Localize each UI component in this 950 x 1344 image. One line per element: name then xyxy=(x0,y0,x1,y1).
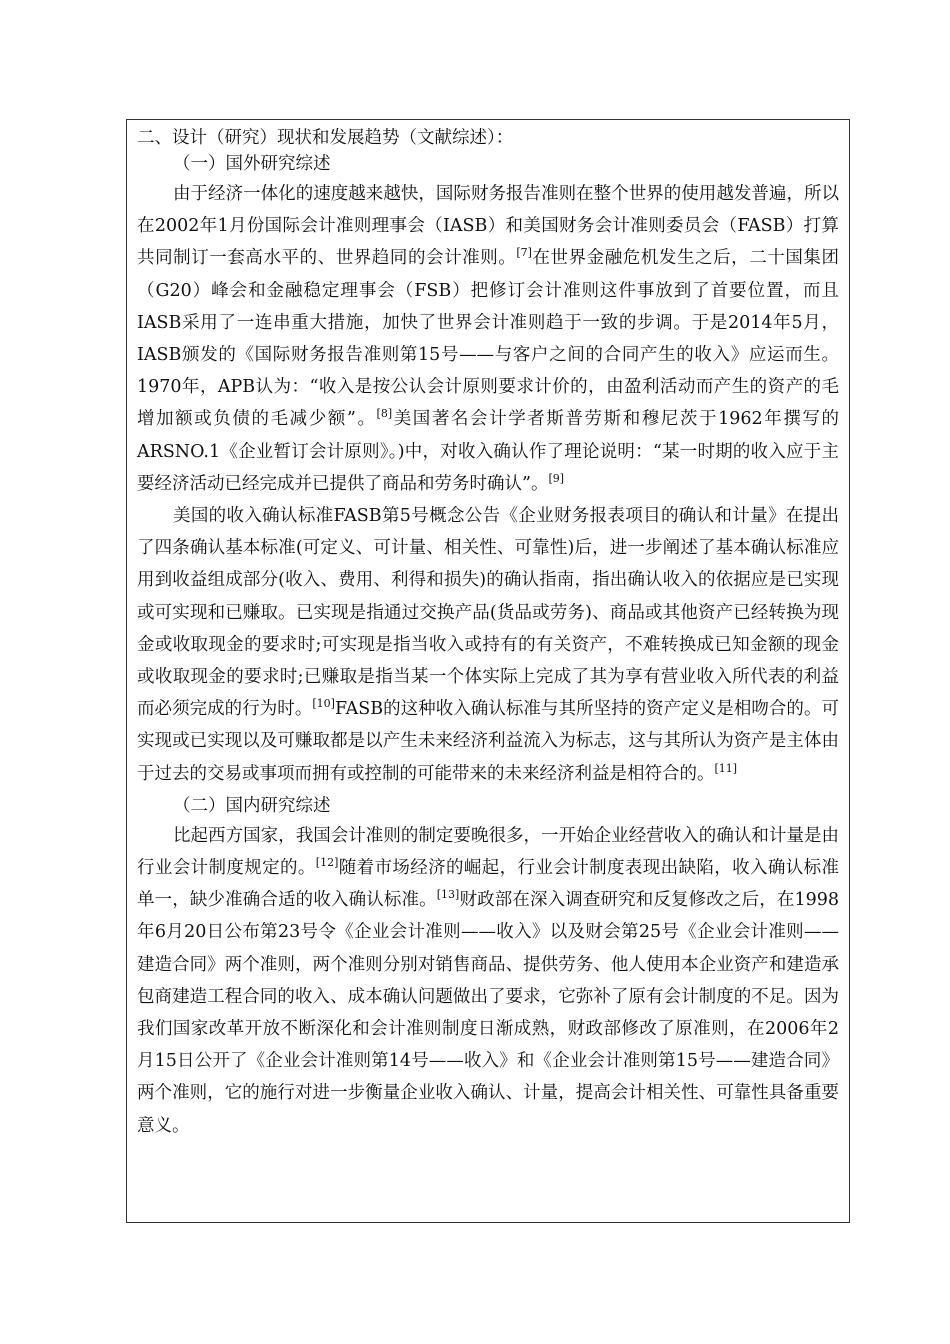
paragraph-text: FASB的这种收入确认标准与其所坚持的资产定义是相吻合的。可实现或已实现以及可赚取都是以产生未来经济利益流入为标志，这与其所认为资产是主体由于过去的交易或事项而拥有或控制的可能带来的未来经济利益是相符合的。 xyxy=(137,699,839,784)
foreign-review-subheading: （一）国外研究综述 xyxy=(173,154,331,174)
paragraph-text: 由于经济一体化的速度越来越快，国际财务报告准则在整个世界的使用越发普遍，所以在2002年1月份国际会计准则理事会（IASB）和美国财务会计准则委员会（FASB）打算共同制订一套高水平的、世界趋同的会计准则。 xyxy=(137,184,839,269)
citation-10: [10] xyxy=(312,697,335,711)
citation-13: [13] xyxy=(436,888,460,902)
paragraph-text: 财政部在深入调查研究和反复修改之后，在1998年6月20日公布第23号令《企业会计准则——收入》以及财会第25号《企业会计准则——建造合同》两个准则，两个准则分别对销售商品、提供劳务、他人使用本企业资产和建造承包商建造工程合同的收入、成本确认问题做出了要求，它弥补了原有会计制度的不足。因为我们国家改革开放不断深化和会计准则制度日渐成熟，财政部修改了原准则，在2006年2月15日公开了《企业会计准则第14号——收入》和《企业会计准则第15号——建造合同》两个准则，它的施行对进一步衡量企业收入确认、计量，提高会计相关性、可靠性具备重要意义。 xyxy=(137,890,839,1136)
citation-9: [9] xyxy=(548,471,565,485)
domestic-paragraph-1 xyxy=(137,820,839,1142)
foreign-paragraph-2 xyxy=(137,500,839,790)
paragraph-text: 美国著名会计学者斯普劳斯和穆尼茨于1962年撰写的ARSNO.1《企业暂订会计原则》。)中，对收入确认作了理论说明：“某一时期的收入应于主要经济活动已经完成并已提供了商品和劳务时确认”。 xyxy=(137,409,839,494)
citation-8: [8] xyxy=(376,407,393,421)
citation-7: [7] xyxy=(516,246,532,260)
paragraph-text: 随着市场经济的崛起，行业会计制度表现出缺陷，收入确认标准单一，缺少准确合适的收入确认标准。 xyxy=(137,858,840,911)
citation-12: [12] xyxy=(315,856,339,870)
section-heading: 二、设计（研究）现状和发展趋势（文献综述）： xyxy=(137,128,514,148)
citation-11: [11] xyxy=(714,761,738,775)
paragraph-text: 比起西方国家，我国会计准则的制定要晚很多，一开始企业经营收入的确认和计量是由行业会计制度规定的。 xyxy=(137,825,839,879)
paragraph-text: 在世界金融危机发生之后，二十国集团（G20）峰会和金融稳定理事会（FSB）把修订会计准则这件事放到了首要位置，而且IASB采用了一连串重大措施，加快了世界会计准则趋于一致的步调。于是2014年5月，IASB颁发的《国际财务报告准则第15号——与客户之间的合同产生的收入》应运而生。1970年，APB认为：“收入是按公认会计原则要求计价的，由盈利活动而产生的资产的毛增加额或负债的毛减少额”。 xyxy=(137,248,839,430)
domestic-review-subheading: （二）国内研究综述 xyxy=(173,795,331,816)
foreign-paragraph-1 xyxy=(137,178,839,500)
literature-review-box xyxy=(126,119,850,1223)
paragraph-text: 美国的收入确认标准FASB第5号概念公告《企业财务报表项目的确认和计量》在提出了四条确认基本标准(可定义、可计量、相关性、可靠性)后，进一步阐述了基本确认标准应用到收益组成部分(收入、费用、利得和损失)的确认指南，指出确认收入的依据应是已实现或可实现和已赚取。已实现是指通过交换产品(货品或劳务)、商品或其他资产已经转换为现金或收取现金的要求时;可实现是指当收入或持有的有关资产，不难转换成已知金额的现金或收取现金的要求时;已赚取是指当某一个体实际上完成了其为享有营业收入所代表的利益而必须完成的行为时。 xyxy=(137,506,839,720)
